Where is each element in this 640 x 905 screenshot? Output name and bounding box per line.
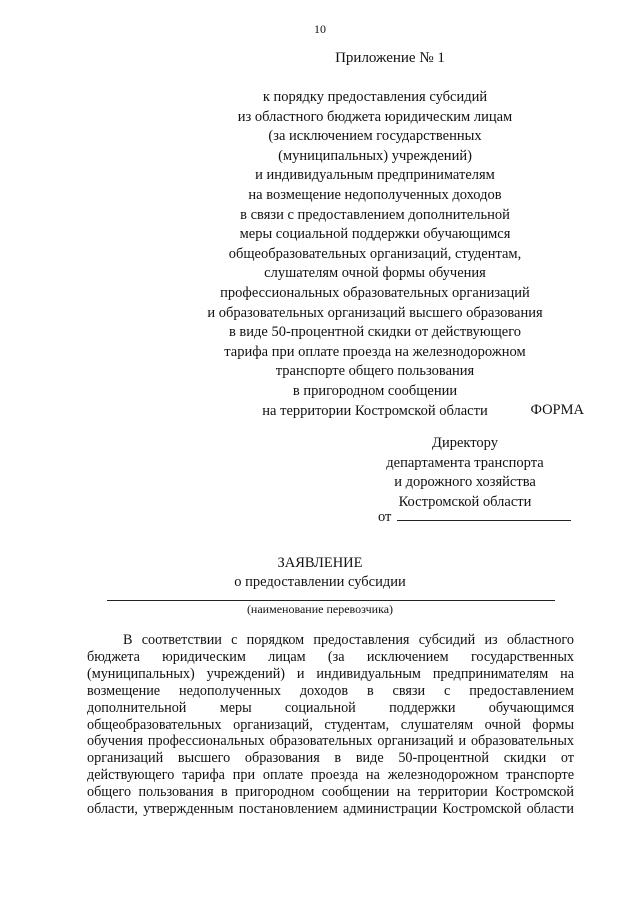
carrier-name-blank-line[interactable] — [107, 600, 555, 601]
addressee-line: Костромской области — [398, 493, 532, 510]
addressee-line: департамента транспорта — [386, 454, 544, 471]
body-line: организаций высшего образования в виде 50-процентной скидки от — [87, 750, 574, 767]
subtitle-line: транспорте общего пользования — [275, 363, 475, 380]
body-line: В соответствии с порядком предоставления субсидий из областного — [123, 632, 574, 648]
body-line: (муниципальных) учреждений) и индивидуальным предпринимателям на — [87, 665, 574, 682]
carrier-name-caption: (наименование перевозчика) — [246, 602, 394, 616]
subtitle-line: в пригородном сообщении — [292, 382, 458, 399]
body-line: общеобразовательных организаций, студентам, слушателям очной формы — [87, 716, 574, 733]
body-line: возмещение недополученных доходов в связи с предоставлением — [87, 682, 574, 699]
subtitle-line: и образовательных организаций высшего образования — [207, 304, 543, 321]
appendix-title: Приложение № 1 — [335, 50, 445, 66]
subtitle-line: (муниципальных) учреждений) — [278, 147, 472, 164]
body-line: бюджета юридическим лицам (за исключением государственных — [87, 648, 574, 665]
body-line: общего пользования в пригородном сообщении на территории Костромской — [87, 784, 574, 801]
body-line: действующего тарифа при оплате проезда на железнодорожном транспорте — [87, 767, 574, 784]
subtitle-line: тарифа при оплате проезда на железнодорожном — [224, 343, 526, 360]
subtitle-line: на возмещение недополученных доходов — [248, 186, 502, 203]
from-blank-line[interactable] — [397, 506, 571, 521]
subtitle-line: к порядку предоставления субсидий — [262, 89, 488, 105]
application-title: ЗАЯВЛЕНИЕ — [277, 555, 363, 571]
subtitle-line: меры социальной поддержки обучающимся — [239, 226, 511, 243]
subtitle-line: и индивидуальным предпринимателям — [255, 167, 495, 184]
subtitle-line: в связи с предоставлением дополнительной — [240, 206, 510, 223]
from-label: от — [378, 509, 392, 525]
subtitle-line: общеобразовательных организаций, студентам, — [228, 245, 522, 262]
appendix-subtitle — [160, 88, 590, 421]
subtitle-line: на территории Костромской области — [262, 402, 488, 419]
application-heading — [0, 554, 640, 592]
page-number: 10 — [314, 22, 326, 36]
addressee-line: Директору — [432, 435, 498, 451]
from-field — [378, 506, 571, 526]
body-line: обучения профессиональных образовательных организаций и образовательных — [87, 733, 574, 750]
subtitle-line: профессиональных образовательных организаций — [220, 284, 530, 301]
form-label: ФОРМА — [530, 402, 584, 418]
application-body — [87, 632, 574, 818]
subtitle-line: (за исключением государственных — [268, 128, 482, 145]
addressee-block — [360, 434, 570, 512]
subtitle-line: слушателям очной формы обучения — [264, 265, 486, 282]
body-line: области, утвержденным постановлением администрации Костромской области — [87, 801, 574, 818]
subtitle-line: в виде 50-процентной скидки от действующего — [228, 324, 522, 341]
body-line: дополнительной меры социальной поддержки обучающимся — [87, 699, 574, 716]
subtitle-line: из областного бюджета юридическим лицам — [237, 108, 513, 125]
addressee-line: и дорожного хозяйства — [394, 474, 536, 491]
application-subtitle: о предоставлении субсидии — [234, 574, 406, 590]
